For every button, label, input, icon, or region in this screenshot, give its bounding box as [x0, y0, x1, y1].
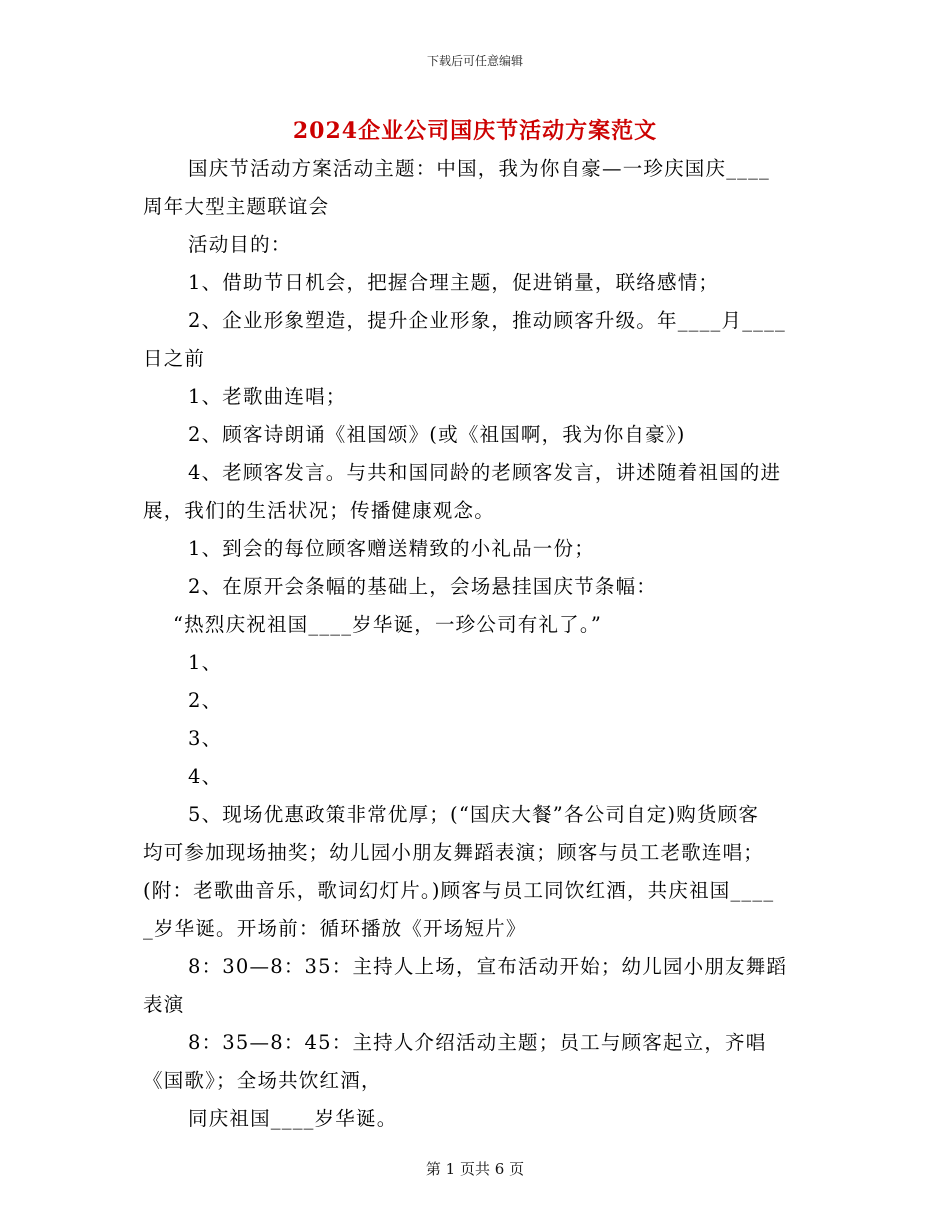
paragraph-line: 国庆节活动方案活动主题：中国，我为你自豪—一珍庆国庆____ — [188, 157, 771, 180]
paragraph-line: “热烈庆祝祖国____岁华诞，一珍公司有礼了。” — [173, 613, 602, 636]
paragraph-line: _岁华诞。开场前：循环播放《开场短片》 — [143, 917, 527, 940]
paragraph-line: 《国歌》；全场共饮红酒， — [143, 1069, 382, 1092]
paragraph-line: 表演 — [143, 993, 185, 1016]
paragraph-line: 4、老顾客发言。与共和国同龄的老顾客发言，讲述随着祖国的进 — [188, 461, 782, 484]
paragraph-line: 8：35—8：45：主持人介绍活动主题；员工与顾客起立，齐唱 — [188, 1031, 767, 1054]
paragraph-line: 均可参加现场抽奖；幼儿园小朋友舞蹈表演；顾客与员工老歌连唱； — [143, 841, 765, 864]
paragraph-line: 周年大型主题联谊会 — [143, 195, 330, 218]
paragraph-line: 1、到会的每位顾客赠送精致的小礼品一份； — [188, 537, 595, 560]
paragraph-line: 2、 — [188, 689, 223, 712]
paragraph-line: 2、顾客诗朗诵《祖国颂》(或《祖国啊，我为你自豪》) — [188, 423, 686, 446]
page-footer: 第 1 页共 6 页 — [425, 1160, 525, 1178]
paragraph-line: 8：30—8：35：主持人上场，宣布活动开始；幼儿园小朋友舞蹈 — [188, 955, 788, 978]
paragraph-line: 展，我们的生活状况；传播健康观念。 — [143, 499, 495, 522]
document-title: 2024企业公司国庆节活动方案范文 — [292, 118, 658, 144]
paragraph-line: 3、 — [188, 727, 223, 750]
paragraph-line: 1、借助节日机会，把握合理主题，促进销量，联络感情； — [188, 271, 720, 294]
paragraph-line: 同庆祖国____岁华诞。 — [188, 1107, 398, 1130]
paragraph-line: 2、企业形象塑造，提升企业形象，推动顾客升级。年____月____ — [188, 309, 787, 332]
page-header-note: 下载后可任意编辑 — [426, 54, 523, 68]
paragraph-line: 活动目的： — [188, 233, 292, 256]
paragraph-line: (附：老歌曲音乐，歌词幻灯片。)顾客与员工同饮红酒，共庆祖国____ — [143, 879, 775, 902]
paragraph-line: 1、 — [188, 651, 223, 674]
paragraph-line: 4、 — [188, 765, 223, 788]
paragraph-line: 1、老歌曲连唱； — [188, 385, 347, 408]
paragraph-line: 日之前 — [143, 347, 206, 370]
paragraph-line: 2、在原开会条幅的基础上，会场悬挂国庆节条幅： — [188, 575, 658, 598]
paragraph-line: 5、现场优惠政策非常优厚；(“国庆大餐”各公司自定)购货顾客 — [188, 803, 760, 826]
document-body — [143, 150, 807, 1138]
